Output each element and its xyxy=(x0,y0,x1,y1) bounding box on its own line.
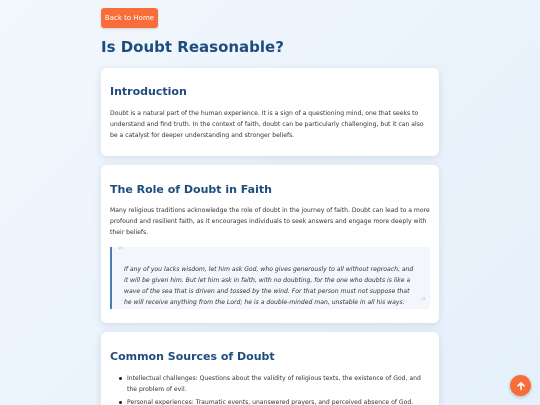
section-heading: The Role of Doubt in Faith xyxy=(110,183,272,196)
section-sources-of-doubt xyxy=(101,332,439,405)
section-role-of-doubt xyxy=(101,165,439,323)
close-quote-icon: ” xyxy=(420,297,426,308)
quote-text: If any of you lacks wisdom, let him ask God, who gives generously to all without reproach, and it will be given him. But let him ask in faith, with no doubting, for the one who doubts is like a wave of the sea that is driven and tossed by the wind. For that person must not suppose that he will receive anything from the Lord; he is a double-minded man, unstable in all his ways. xyxy=(124,266,414,306)
doubt-sources-list xyxy=(110,373,430,405)
scroll-to-top-button[interactable] xyxy=(510,375,531,396)
page-title: Is Doubt Reasonable? xyxy=(101,38,284,56)
section-text: Many religious traditions acknowledge the role of doubt in the journey of faith. Doubt can lead to a more profound and resilient faith, as it encourages individuals to seek answers and engage more deeply with their beliefs. xyxy=(110,207,430,236)
back-to-home-button[interactable]: Back to Home xyxy=(101,8,158,28)
arrow-up-icon xyxy=(516,381,526,391)
section-text: Doubt is a natural part of the human experience. It is a sign of a questioning mind, one that seeks to understand and find truth. In the context of faith, doubt can be particularly challenging, but it can also be a catalyst for deeper understanding and stronger beliefs. xyxy=(110,110,424,139)
scripture-quote xyxy=(110,247,430,309)
section-heading: Common Sources of Doubt xyxy=(110,350,275,363)
list-item: Personal experiences: Traumatic events, unanswered prayers, and perceived absence of God. xyxy=(119,397,430,405)
section-heading: Introduction xyxy=(110,85,187,98)
list-item: Intellectual challenges: Questions about the validity of religious texts, the existence of God, and the problem of evil. xyxy=(119,373,430,395)
section-introduction xyxy=(101,68,439,156)
open-quote-icon: “ xyxy=(118,246,124,257)
